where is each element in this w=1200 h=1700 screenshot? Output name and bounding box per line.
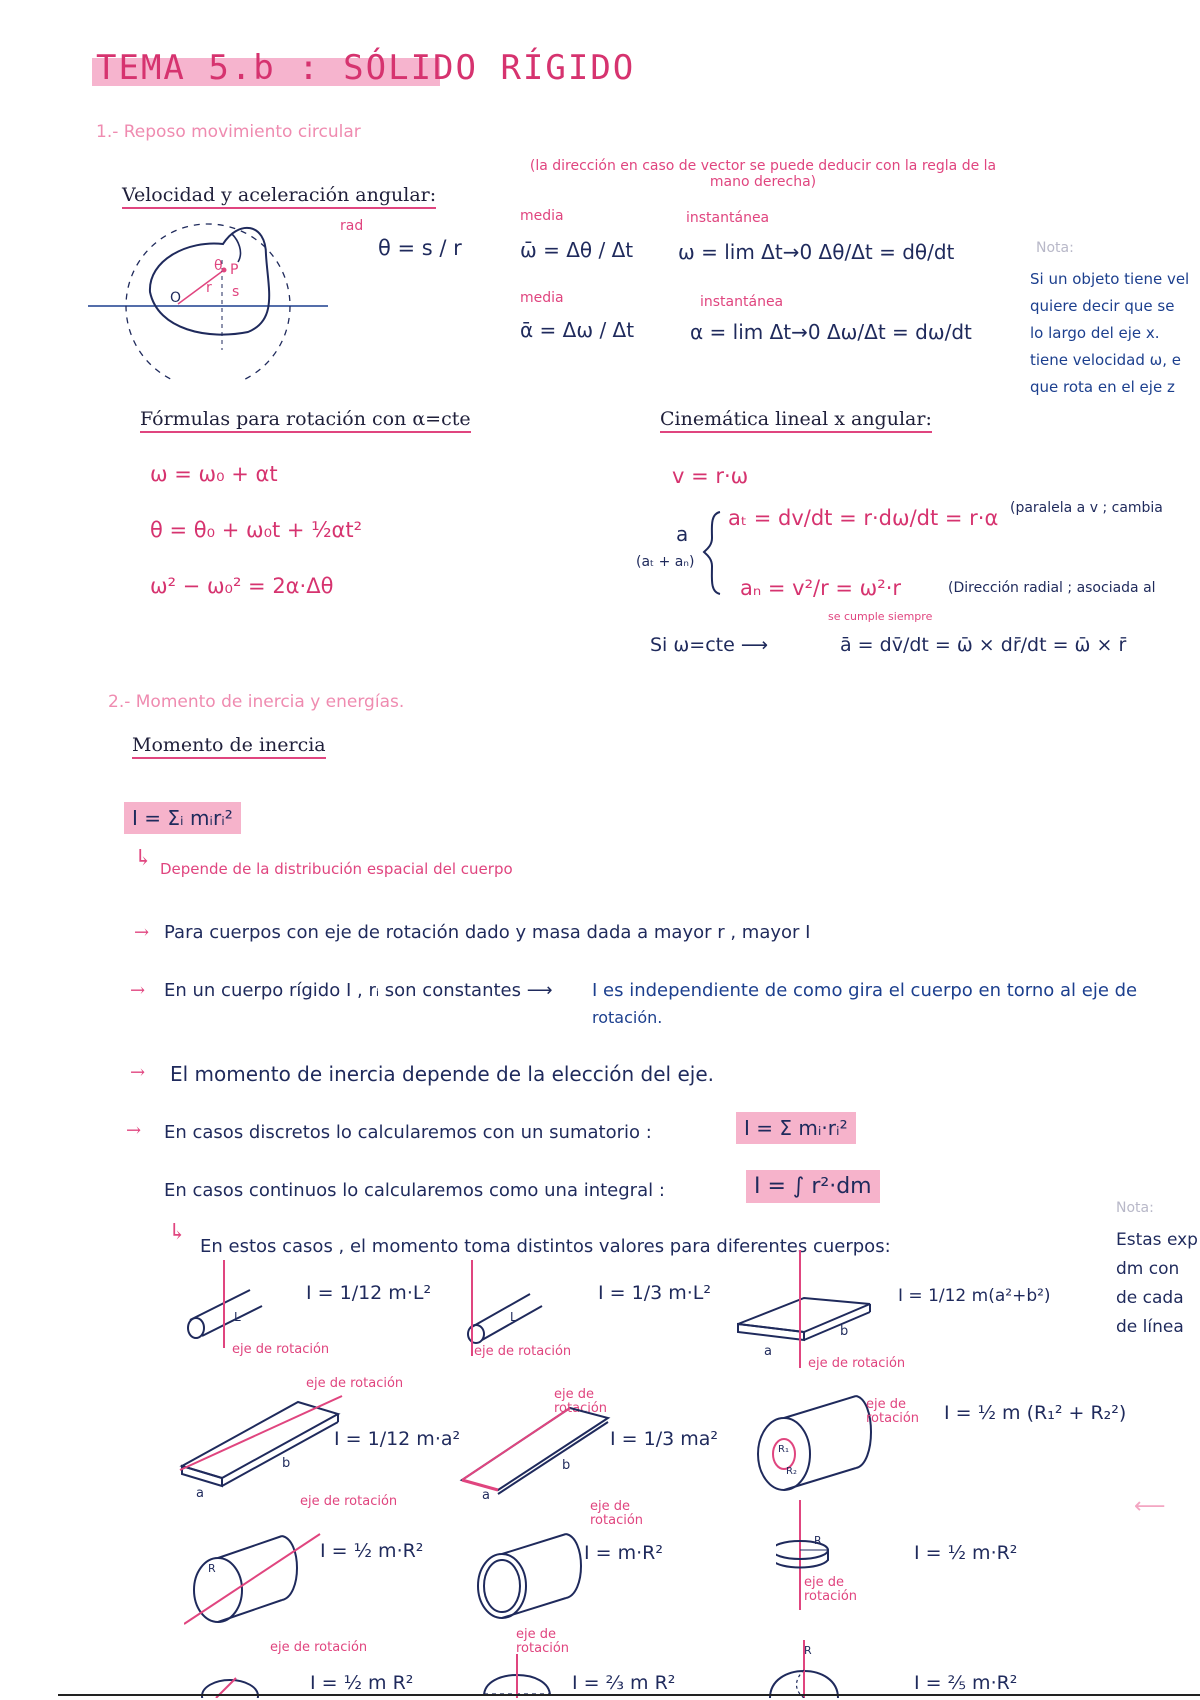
label-r: r bbox=[206, 280, 212, 296]
note2-line: dm con bbox=[1116, 1259, 1180, 1279]
kinematics-brace bbox=[702, 508, 724, 598]
media-label-alpha: media bbox=[520, 290, 564, 306]
const-alpha-heading: Fórmulas para rotación con α=cte bbox=[140, 408, 471, 433]
dim-L-2: L bbox=[510, 1310, 517, 1324]
inertia-formula-5: I = 1/3 ma² bbox=[610, 1428, 718, 1450]
cases-arrow: ↳ bbox=[168, 1220, 187, 1245]
section1-subheading: Velocidad y aceleración angular: bbox=[122, 184, 436, 209]
dim-b-1: b bbox=[840, 1324, 849, 1339]
bullet1-text: Para cuerpos con eje de rotación dado y masa dada a mayor r , mayor I bbox=[164, 922, 811, 943]
axis-label-11: eje de rotación bbox=[516, 1627, 570, 1656]
kinematics-at: aₜ = dv/dt = r·dω/dt = r·α bbox=[728, 506, 999, 530]
side-note bbox=[1030, 266, 1189, 401]
bullet2-conclusion: I es independiente de como gira el cuerpo en torno al eje de bbox=[592, 980, 1138, 1001]
const-alpha-formula-1: ω = ω₀ + αt bbox=[150, 462, 278, 486]
inertia-formula-1: I = 1/12 m·L² bbox=[306, 1282, 432, 1304]
bullet4-text: En casos discretos lo calcularemos con un sumatorio : bbox=[164, 1122, 652, 1143]
side-note-line: tiene velocidad ω, e bbox=[1030, 351, 1181, 369]
if-omega-constant: Si ω=cte ⟶ bbox=[650, 634, 769, 656]
label-o: O bbox=[170, 290, 182, 306]
note2-line: Estas exp bbox=[1116, 1230, 1198, 1250]
bullet2-arrow: → bbox=[130, 980, 146, 1001]
media-label-omega: media bbox=[520, 208, 564, 224]
dim-b-3: b bbox=[562, 1458, 571, 1473]
side-note-title: Nota: bbox=[1036, 240, 1074, 256]
kinematics-a-label: a bbox=[676, 522, 689, 546]
instant-label-omega: instantánea bbox=[686, 210, 770, 226]
rotation-arrow bbox=[232, 234, 240, 262]
axis-label-2: eje de rotación bbox=[474, 1344, 572, 1359]
depends-text: Depende de la distribución espacial del cuerpo bbox=[160, 860, 513, 878]
page-bottom-line bbox=[58, 1694, 1200, 1696]
radius-line bbox=[178, 270, 224, 304]
const-alpha-formula-3: ω² − ω₀² = 2α·Δθ bbox=[150, 574, 334, 598]
inertia-formula-11: I = ⅔ m R² bbox=[572, 1672, 676, 1694]
axis-label-6: eje de rotación bbox=[866, 1397, 920, 1426]
dim-R1: R₁ bbox=[778, 1444, 789, 1455]
inertia-formula-9: I = ½ m·R² bbox=[914, 1542, 1018, 1564]
dim-R-2: R bbox=[814, 1534, 822, 1547]
dim-R2: R₂ bbox=[786, 1466, 797, 1477]
bullet3-text: El momento de inercia depende de la elección del eje. bbox=[170, 1062, 714, 1086]
axis-label-4: eje de rotación bbox=[306, 1376, 404, 1391]
bullet4-arrow: → bbox=[126, 1120, 142, 1141]
const-alpha-formula-2: θ = θ₀ + ω₀t + ½αt² bbox=[150, 518, 363, 542]
depends-arrow: ↳ bbox=[134, 846, 153, 871]
inertia-formula-4: I = 1/12 m·a² bbox=[334, 1428, 461, 1450]
note2 bbox=[1116, 1226, 1198, 1342]
inertia-formula-3: I = 1/12 m(a²+b²) bbox=[898, 1286, 1051, 1306]
axis-label-9: eje de rotación bbox=[804, 1575, 858, 1604]
bullet1-arrow: → bbox=[134, 922, 150, 943]
axis-label-1: eje de rotación bbox=[232, 1342, 330, 1357]
bullet2-text: En un cuerpo rígido I , rᵢ son constantes ⟶ bbox=[164, 980, 553, 1001]
page-title: TEMA 5.b : SÓLIDO RÍGIDO bbox=[96, 48, 636, 88]
axis-label-5: eje de rotación bbox=[554, 1387, 608, 1416]
section1-heading: 1.- Reposo movimiento circular bbox=[96, 122, 361, 142]
note2-title: Nota: bbox=[1116, 1200, 1154, 1216]
side-note-line: quiere decir que se bbox=[1030, 297, 1175, 315]
cases-text: En estos casos , el momento toma distintos valores para diferentes cuerpos: bbox=[200, 1236, 891, 1257]
bullet2-conclusion-end: rotación. bbox=[592, 1008, 663, 1027]
dim-R-1: R bbox=[208, 1562, 216, 1575]
axis-label-3: eje de rotación bbox=[808, 1356, 906, 1371]
inertia-formula-12: I = ⅖ m·R² bbox=[914, 1672, 1018, 1694]
kinematics-a-sum: (aₜ + aₙ) bbox=[636, 554, 695, 570]
dim-b-2: b bbox=[282, 1456, 291, 1471]
side-note-line: lo largo del eje x. bbox=[1030, 324, 1160, 342]
inertia-formula-2: I = 1/3 m·L² bbox=[598, 1282, 711, 1304]
note2-line: de línea bbox=[1116, 1317, 1184, 1337]
sphere-figure-2 bbox=[480, 1654, 560, 1698]
plate-edge-figure bbox=[178, 1392, 358, 1502]
discrete-formula: I = Σ mᵢ·rᵢ² bbox=[736, 1112, 856, 1144]
kinematics-heading: Cinemática lineal x angular: bbox=[660, 408, 932, 433]
side-note-line: Si un objeto tiene vel bbox=[1030, 270, 1190, 288]
axis-label-10: eje de rotación bbox=[270, 1640, 368, 1655]
instant-label-alpha: instantánea bbox=[700, 294, 784, 310]
alpha-mean: ᾱ = Δω / Δt bbox=[520, 318, 635, 342]
kinematics-at-note: (paralela a v ; cambia bbox=[1010, 500, 1163, 516]
label-p: P bbox=[230, 262, 239, 278]
theta-formula: θ = s / r bbox=[378, 236, 462, 260]
rod-center-figure bbox=[180, 1260, 280, 1350]
integral-formula: I = ∫ r²·dm bbox=[746, 1170, 880, 1203]
sphere-figure-1 bbox=[196, 1658, 266, 1698]
label-theta: θ bbox=[214, 258, 223, 274]
dim-a-3: a bbox=[482, 1488, 490, 1503]
section2-heading: 2.- Momento de inercia y energías. bbox=[108, 692, 405, 712]
inertia-formula-8: I = m·R² bbox=[584, 1542, 663, 1564]
arrow-hint: ⟵ bbox=[1134, 1494, 1166, 1519]
axis-label-8: eje de rotación bbox=[590, 1499, 644, 1528]
kinematics-an: aₙ = v²/r = ω²·r bbox=[740, 576, 901, 600]
inertia-formula-10: I = ½ m R² bbox=[310, 1672, 414, 1694]
omega-mean: ω̄ = Δθ / Δt bbox=[520, 238, 634, 262]
circular-motion-diagram bbox=[88, 200, 428, 380]
rad-label: rad bbox=[340, 218, 364, 234]
acceleration-vector: ā = dv̄/dt = ω̄ × dr̄/dt = ω̄ × r̄ bbox=[840, 634, 1127, 656]
direction-note: (la dirección en caso de vector se puede deducir con la regla de la mano derecha) bbox=[529, 158, 997, 190]
inertia-formula-6: I = ½ m (R₁² + R₂²) bbox=[944, 1402, 1127, 1424]
note2-line: de cada bbox=[1116, 1288, 1184, 1308]
label-s: s bbox=[232, 284, 240, 300]
side-note-line: que rota en el eje z bbox=[1030, 378, 1175, 396]
kinematics-an-note: (Dirección radial ; asociada al bbox=[948, 580, 1156, 596]
thin-hoop-cylinder-figure bbox=[468, 1520, 598, 1630]
axis-label-7: eje de rotación bbox=[300, 1494, 398, 1509]
inertia-main-formula: I = Σᵢ mᵢrᵢ² bbox=[124, 802, 241, 834]
section2-subheading: Momento de inercia bbox=[132, 734, 326, 759]
alpha-inst: α = lim Δt→0 Δω/Δt = dω/dt bbox=[690, 320, 972, 344]
solid-cylinder-figure bbox=[184, 1520, 324, 1630]
dim-a-1: a bbox=[764, 1344, 772, 1359]
continuous-text: En casos continuos lo calcularemos como una integral : bbox=[164, 1180, 665, 1201]
plate-center-figure bbox=[734, 1250, 884, 1370]
always-note: se cumple siempre bbox=[828, 610, 933, 623]
dim-L-1: L bbox=[234, 1310, 241, 1324]
dim-a-2: a bbox=[196, 1486, 204, 1501]
dim-R-3: R bbox=[804, 1644, 812, 1657]
omega-inst: ω = lim Δt→0 Δθ/Δt = dθ/dt bbox=[678, 240, 955, 264]
inertia-formula-7: I = ½ m·R² bbox=[320, 1540, 424, 1562]
bullet3-arrow: → bbox=[130, 1062, 146, 1083]
kinematics-v: v = r·ω bbox=[672, 464, 749, 488]
hollow-cylinder-figure bbox=[752, 1392, 882, 1502]
